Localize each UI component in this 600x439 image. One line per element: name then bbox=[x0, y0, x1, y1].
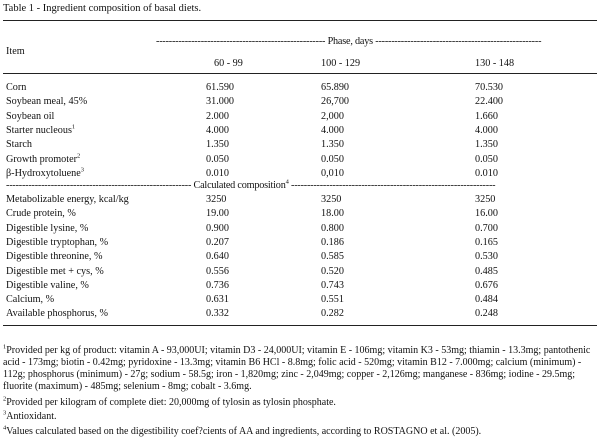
ingredient-row-value: 4.000 bbox=[321, 124, 344, 136]
composition-row-label: Crude protein, % bbox=[6, 208, 76, 220]
item-header: Item bbox=[6, 46, 25, 57]
ingredient-row-value: 0.010 bbox=[206, 167, 229, 179]
composition-row-value: 0.551 bbox=[321, 294, 344, 306]
ingredient-row-name bbox=[6, 154, 80, 166]
composition-row-value: 0.743 bbox=[321, 279, 344, 291]
ingredient-row-value: 0.050 bbox=[206, 153, 229, 165]
composition-row-label: Digestible lysine, % bbox=[6, 222, 89, 234]
ingredient-row-name bbox=[6, 111, 54, 123]
footnote-1 bbox=[3, 345, 597, 393]
composition-row-value: 19.00 bbox=[206, 208, 229, 220]
ingredient-row-label: Soybean oil bbox=[6, 110, 55, 122]
ingredient-row-name bbox=[6, 168, 84, 180]
phase-label: Phase, days bbox=[327, 36, 373, 47]
footnote-4 bbox=[3, 426, 597, 438]
composition-row-value: 0.736 bbox=[206, 279, 229, 291]
composition-row-value: 0.800 bbox=[321, 222, 344, 234]
footnote-text: Values calculated based on the digestibility coef?cients of AA and ingredients, according to ROSTAGNO et al. (2005). bbox=[6, 426, 482, 437]
ingredient-row-value: 31.000 bbox=[206, 96, 235, 108]
composition-row-value: 18.00 bbox=[321, 208, 344, 220]
ingredient-row-label: β-Hydroxytoluene bbox=[6, 167, 81, 179]
footnote-text: Provided per kilogram of complete diet: 20,000mg of tylosin as tylosin phosphate. bbox=[6, 397, 336, 408]
composition-row-name bbox=[6, 223, 88, 235]
ingredient-row-value: 1.350 bbox=[321, 139, 344, 151]
composition-row-value: 0.248 bbox=[475, 308, 498, 320]
ingredient-row-value: 0.010 bbox=[475, 167, 498, 179]
ingredient-row-value: 2,000 bbox=[321, 110, 344, 122]
composition-row-name bbox=[6, 308, 108, 320]
ingredient-row-name bbox=[6, 139, 32, 151]
ingredient-row-value: 26,700 bbox=[321, 96, 350, 108]
composition-row-label: Digestible threonine, % bbox=[6, 251, 103, 263]
footnote-ref: 3 bbox=[80, 166, 85, 174]
phase-header: ----------------------------------------------------- Phase, days ---------------------------------------------------- bbox=[156, 36, 542, 47]
composition-row-value: 0.676 bbox=[475, 279, 498, 291]
composition-row-label: Calcium, % bbox=[6, 294, 55, 306]
footnote-text: Antioxidant. bbox=[6, 411, 57, 422]
composition-row-value: 0.485 bbox=[475, 265, 498, 277]
ingredient-row-label: Corn bbox=[6, 82, 27, 93]
composition-row-value: 0.332 bbox=[206, 308, 229, 320]
composition-row-name bbox=[6, 237, 108, 249]
composition-row-name bbox=[6, 251, 102, 263]
footnote-marker: 4 bbox=[3, 424, 7, 432]
composition-row-value: 3250 bbox=[475, 194, 496, 205]
phase-1-header: 60 - 99 bbox=[214, 58, 243, 69]
composition-row-value: 0.585 bbox=[321, 251, 344, 263]
ingredient-row-value: 65.890 bbox=[321, 82, 350, 93]
composition-row-value: 0.900 bbox=[206, 222, 229, 234]
composition-row-name bbox=[6, 266, 104, 278]
composition-row-value: 0.282 bbox=[321, 308, 344, 320]
composition-row-value: 0.530 bbox=[475, 251, 498, 263]
composition-row-value: 0.631 bbox=[206, 294, 229, 306]
calculated-label: Calculated composition bbox=[193, 180, 286, 191]
composition-row-value: 0.556 bbox=[206, 265, 229, 277]
ingredient-row-value: 22.400 bbox=[475, 96, 504, 108]
top-rule bbox=[3, 20, 597, 21]
composition-row-label: Digestible met + cys, % bbox=[6, 265, 104, 277]
footnote-2 bbox=[3, 397, 597, 409]
ingredient-row-value: 4.000 bbox=[206, 124, 229, 136]
composition-row-value: 0.207 bbox=[206, 236, 229, 248]
composition-row-value: 0.520 bbox=[321, 265, 344, 277]
ingredient-row-label: Starter nucleous bbox=[6, 124, 72, 136]
composition-row-value: 0.700 bbox=[475, 222, 498, 234]
footnote-ref: 2 bbox=[77, 152, 81, 160]
ingredient-row-value: 70.530 bbox=[475, 82, 504, 93]
footnote-text: Provided per kg of product: vitamin A - 93,000UI; vitamin D3 - 24,000UI; vitamin E - 106mg; vitamin K3 - 53mg; thiamin - 13.3mg; pantothenic acid - 173mg; biotin - 0.42mg; pyridoxine - 13.3mg; vitamin B6 HCl - 8.8mg; folic acid - 520mg; vitamin B12 - 7.000mg; calcium (minimum) - 112g; phosphorus (minimum) - 27g; sodium - 58.5g; iron - 1,820mg; zinc - 2,049mg; copper - 2,126mg; manganese - 836mg; iodine - 29.5mg; fluorite (maximum) - 485mg; selenium - 8mg; cobalt - 3.6mg. bbox=[3, 345, 591, 392]
footnote-marker: 3 bbox=[3, 409, 7, 417]
footnote-marker: 1 bbox=[3, 343, 7, 351]
ingredient-row-label: Starch bbox=[6, 139, 33, 151]
ingredient-row-value: 0,010 bbox=[321, 167, 344, 179]
ingredient-row-value: 61.590 bbox=[206, 82, 235, 93]
composition-row-label: Digestible valine, % bbox=[6, 279, 89, 291]
ingredient-row-value: 1.350 bbox=[475, 139, 498, 151]
composition-row-label: Digestible tryptophan, % bbox=[6, 236, 109, 248]
composition-row-name bbox=[6, 280, 89, 292]
ingredient-row-label: Soybean meal, 45% bbox=[6, 96, 88, 108]
ingredient-row-name bbox=[6, 96, 87, 108]
ingredient-row-value: 1.350 bbox=[206, 139, 229, 151]
composition-row-value: 0.484 bbox=[475, 294, 498, 306]
footnote-marker: 2 bbox=[3, 395, 7, 403]
composition-row-value: 3250 bbox=[206, 194, 227, 205]
calculated-divider: ---------------------------------------------------------- Calculated composition$^4$ ---------------------------------------------------------------- bbox=[6, 178, 496, 191]
phase-3-header: 130 - 148 bbox=[475, 58, 515, 69]
table-caption: Table 1 - Ingredient composition of basal diets. bbox=[3, 3, 202, 14]
phase-2-header: 100 - 129 bbox=[321, 58, 361, 69]
composition-row-name bbox=[6, 294, 54, 306]
bottom-rule bbox=[3, 325, 597, 326]
ingredient-row-label: Growth promoter bbox=[6, 153, 78, 165]
composition-row-value: 16.00 bbox=[475, 208, 498, 220]
header-rule bbox=[3, 73, 597, 74]
composition-row-value: 3250 bbox=[321, 194, 342, 205]
composition-row-label: Metabolizable energy, kcal/kg bbox=[6, 194, 129, 205]
calculated-sup: 4 bbox=[285, 178, 289, 186]
ingredient-row-name bbox=[6, 82, 26, 94]
composition-row-value: 0.640 bbox=[206, 251, 229, 263]
composition-row-name bbox=[6, 208, 76, 220]
footnote-3 bbox=[3, 411, 597, 423]
footnote-ref: 1 bbox=[71, 123, 76, 131]
composition-row-name bbox=[6, 194, 129, 206]
ingredient-row-value: 0.050 bbox=[475, 153, 498, 165]
ingredient-row-value: 4.000 bbox=[475, 124, 498, 136]
ingredient-row-value: 0.050 bbox=[321, 153, 344, 165]
ingredient-row-name bbox=[6, 125, 75, 137]
composition-row-label: Available phosphorus, % bbox=[6, 308, 108, 320]
composition-row-value: 0.165 bbox=[475, 236, 498, 248]
composition-row-value: 0.186 bbox=[321, 236, 344, 248]
ingredient-row-value: 2.000 bbox=[206, 110, 229, 122]
ingredient-row-value: 1.660 bbox=[475, 110, 498, 122]
